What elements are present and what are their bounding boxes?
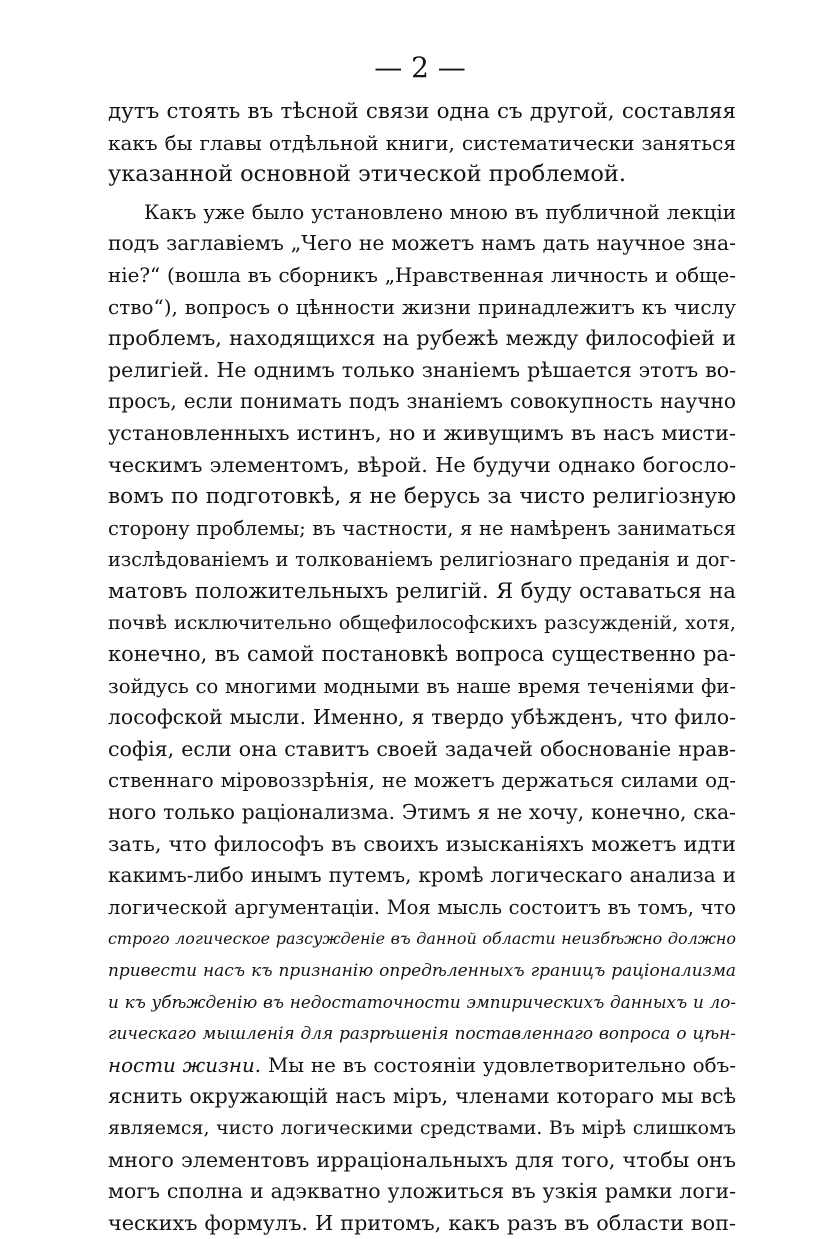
text-line: подъ заглавіемъ „Чего не можетъ намъ дать научное зна- [108,231,736,256]
text-line: могъ сполна и адэкватно уложиться въ узкія рамки логи- [108,1179,736,1204]
text-line: ство“), вопросъ о цѣнности жизни принадлежитъ къ числу [108,294,736,319]
text-line: зойдусь со многими модными въ наше время теченіями фи- [108,674,736,698]
text-line: зать, что философъ въ своихъ изысканіяхъ можетъ идти [108,831,736,856]
text-line: какимъ-либо инымъ путемъ, кромѣ логическаго анализа и [108,863,736,888]
page-number: — 2 — [374,51,466,84]
text-line: какъ бы главы отдѣльной книги, систематически заняться [108,130,736,155]
text-line: конечно, въ самой постановкѣ вопроса существенно ра- [108,642,736,667]
text-line: ственнаго міровоззрѣнія, не можетъ держаться силами од- [108,769,736,793]
italic-line: и къ убѣжденію въ недостаточности эмпирическихъ данныхъ и ло- [108,991,736,1012]
mixed-line [108,1050,736,1082]
text-line: проблемъ, находящихся на рубежѣ между философіей и [108,326,736,351]
text-line: логической аргументаціи. Моя мысль состоитъ въ томъ, что [108,895,736,919]
text-line: ческихъ формулъ. И притомъ, какъ разъ въ области воп- [108,1210,736,1235]
text-line: изслѣдованіемъ и толкованіемъ религіознаго преданія и дог- [108,548,736,572]
roman-run: Мы не въ состояніи удовлетворительно объ- [261,1053,736,1077]
italic-line: привести насъ къ признанію опредѣленныхъ границъ раціонализма [108,960,736,981]
text-line: софія, если она ставитъ своей задачей обоснованіе нрав- [108,736,736,761]
text-line: матовъ положительныхъ религій. Я буду оставаться на [108,578,736,604]
text-line: сторону проблемы; въ частности, я не намѣренъ заниматься [108,516,736,540]
italic-line: гическаго мышленія для разрѣшенія поставленнаго вопроса о цѣн- [108,1023,736,1044]
text-line: много элементовъ ирраціональныхъ для того, чтобы онъ [108,1147,736,1172]
text-line: яснить окружающій насъ міръ, членами котораго мы всѣ [108,1084,736,1109]
text-line: почвѣ исключительно общефилософскихъ разсужденій, хотя, [108,611,736,634]
paragraph-1 [108,96,736,191]
italic-line: строго логическое разсужденіе въ данной области неизбѣжно должно [108,929,736,949]
text-line: ческимъ элементомъ, вѣрой. Не будучи однако богосло- [108,452,736,477]
text-line: вомъ по подготовкѣ, я не берусь за чисто религіозную [108,484,736,510]
text-line: установленныхъ истинъ, но и живущимъ въ насъ мисти- [108,420,736,445]
body-text [108,96,736,1239]
italic-run: ности жизни. [108,1053,262,1077]
paragraph-2 [108,197,736,1239]
text-line: религіей. Не однимъ только знаніемъ рѣшается этотъ во- [108,357,736,382]
text-line: Какъ уже было установлено мною въ публичной лекціи [144,200,736,224]
text-line: ніе?“ (вошла въ сборникъ „Нравственная личность и обще- [108,263,736,287]
text-line: указанной основной этической проблемой. [108,161,627,188]
text-line: ного только раціонализма. Этимъ я не хочу, конечно, ска- [108,800,736,825]
text-line: просъ, если понимать подъ знаніемъ совокупность научно [108,389,736,414]
text-line: являемся, чисто логическими средствами. Въ мірѣ слишкомъ [108,1117,736,1139]
text-line: дутъ стоять въ тѣсной связи одна съ другой, составляя [108,99,736,124]
text-line: лософской мысли. Именно, я твердо убѣжденъ, что фило- [108,705,736,730]
